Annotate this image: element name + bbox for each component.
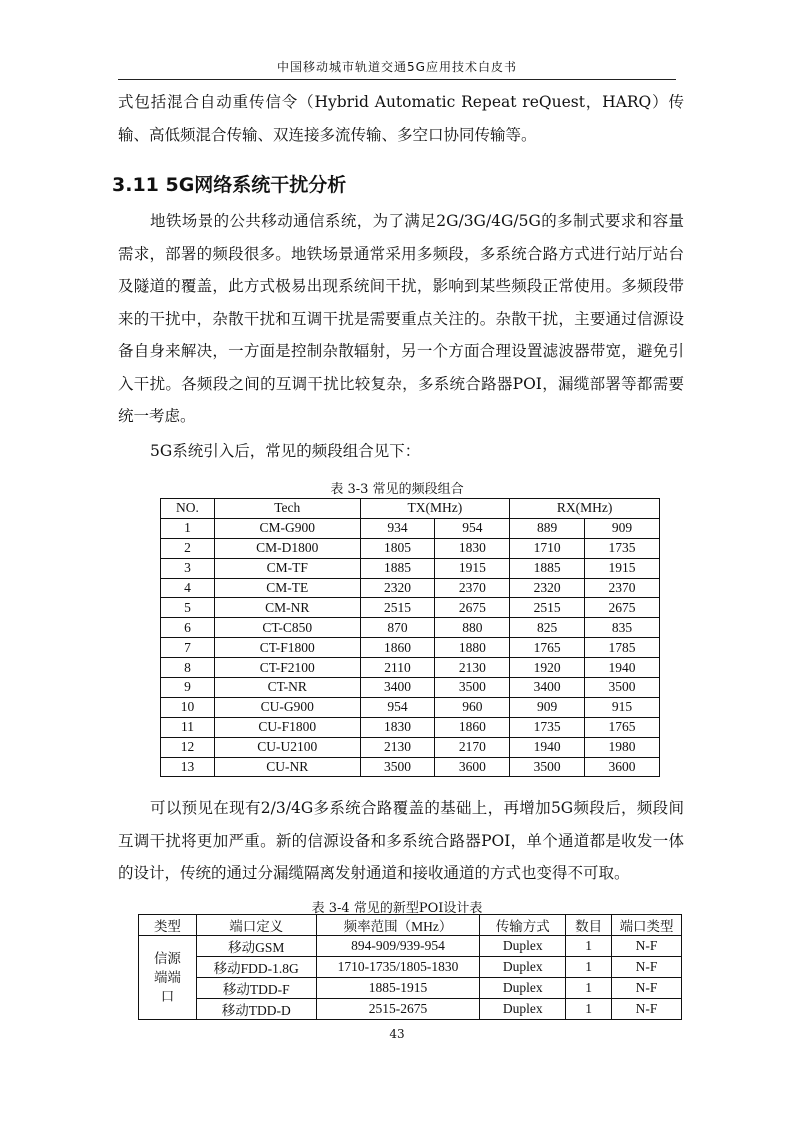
cell-rx-end: 835 bbox=[585, 618, 660, 638]
table-row bbox=[161, 618, 660, 638]
cell-rx-end: 1785 bbox=[585, 638, 660, 658]
table-row bbox=[161, 717, 660, 737]
cell-tx-start: 934 bbox=[360, 518, 435, 538]
cell-no: 8 bbox=[161, 658, 215, 678]
header-port-definition: 端口定义 bbox=[196, 915, 316, 936]
cell-tech: CU-G900 bbox=[214, 697, 360, 717]
cell-rx-end: 1765 bbox=[585, 717, 660, 737]
cell-frequency-range: 1710-1735/1805-1830 bbox=[316, 957, 480, 978]
cell-rx-end: 1940 bbox=[585, 658, 660, 678]
cell-port-definition: 移动GSM bbox=[196, 936, 316, 957]
cell-no: 13 bbox=[161, 757, 215, 777]
cell-rx-end: 1735 bbox=[585, 538, 660, 558]
section-title: 3.11 5G网络系统干扰分析 bbox=[112, 174, 347, 196]
cell-tx-start: 2515 bbox=[360, 598, 435, 618]
cell-tx-start: 1830 bbox=[360, 717, 435, 737]
table-header-row bbox=[161, 499, 660, 519]
cell-tx-start: 1805 bbox=[360, 538, 435, 558]
cell-rx-end: 3600 bbox=[585, 757, 660, 777]
cell-rx-start: 2320 bbox=[510, 578, 585, 598]
cell-rx-start: 1885 bbox=[510, 558, 585, 578]
body-paragraph-1: 地铁场景的公共移动通信系统，为了满足2G/3G/4G/5G的多制式要求和容量需求，部署的频段很多。地铁场景通常采用多频段，多系统合路方式进行站厅站台及隧道的覆盖，此方式极易出现系统间干扰，影响到某些频段正常使用。多频段带来的干扰中，杂散干扰和互调干扰是需要重点关注的。杂散干扰，主要通过信源设备自身来解决，一方面是控制杂散辐射，另一个方面合理设置滤波器带宽，避免引入干扰。各频段之间的互调干扰比较复杂，多系统合路器POI，漏缆部署等都需要统一考虑。 bbox=[118, 212, 684, 425]
cell-tx-start: 3400 bbox=[360, 678, 435, 698]
cell-tx-start: 2110 bbox=[360, 658, 435, 678]
cell-no: 9 bbox=[161, 678, 215, 698]
cell-tech: CM-G900 bbox=[214, 518, 360, 538]
cell-tx-end: 2370 bbox=[435, 578, 510, 598]
cell-tech: CM-TE bbox=[214, 578, 360, 598]
cell-count: 1 bbox=[566, 936, 612, 957]
header-tx: TX(MHz) bbox=[360, 499, 510, 519]
cell-port-definition: 移动FDD-1.8G bbox=[196, 957, 316, 978]
cell-tx-end: 3500 bbox=[435, 678, 510, 698]
cell-rx-end: 909 bbox=[585, 518, 660, 538]
header-transmission-mode: 传输方式 bbox=[480, 915, 566, 936]
body-paragraph-3: 可以预见在现有2/3/4G多系统合路覆盖的基础上，再增加5G频段后，频段间互调干扰将更加严重。新的信源设备和多系统合路器POI，单个通道都是收发一体的设计，传统的通过分漏缆隔离发射通道和接收通道的方式也变得不可取。 bbox=[118, 799, 684, 882]
table-row bbox=[161, 737, 660, 757]
cell-tx-end: 3600 bbox=[435, 757, 510, 777]
cell-no: 12 bbox=[161, 737, 215, 757]
header-port-type: 端口类型 bbox=[612, 915, 682, 936]
cell-no: 10 bbox=[161, 697, 215, 717]
cell-transmission-mode: Duplex bbox=[480, 999, 566, 1020]
cell-rx-end: 1980 bbox=[585, 737, 660, 757]
header-count: 数目 bbox=[566, 915, 612, 936]
cell-port-type: N-F bbox=[612, 999, 682, 1020]
cell-port-type: N-F bbox=[612, 957, 682, 978]
header-divider bbox=[118, 79, 676, 80]
cell-tech: CT-NR bbox=[214, 678, 360, 698]
cell-no: 2 bbox=[161, 538, 215, 558]
table-row bbox=[161, 678, 660, 698]
cell-tech: CT-F2100 bbox=[214, 658, 360, 678]
cell-tech: CM-TF bbox=[214, 558, 360, 578]
table-row bbox=[139, 978, 682, 999]
cell-tx-end: 2170 bbox=[435, 737, 510, 757]
cell-no: 11 bbox=[161, 717, 215, 737]
cell-tx-start: 1860 bbox=[360, 638, 435, 658]
cell-tx-end: 1860 bbox=[435, 717, 510, 737]
cell-rx-start: 3400 bbox=[510, 678, 585, 698]
table-row bbox=[161, 518, 660, 538]
table-row bbox=[139, 936, 682, 957]
cell-tx-start: 954 bbox=[360, 697, 435, 717]
cell-transmission-mode: Duplex bbox=[480, 936, 566, 957]
header-frequency-range: 频率范围（MHz） bbox=[316, 915, 480, 936]
cell-tx-end: 2130 bbox=[435, 658, 510, 678]
cell-tech: CM-D1800 bbox=[214, 538, 360, 558]
cell-rx-end: 2370 bbox=[585, 578, 660, 598]
table-row bbox=[161, 578, 660, 598]
table-row bbox=[161, 697, 660, 717]
cell-port-definition: 移动TDD-D bbox=[196, 999, 316, 1020]
cell-type-source-port: 信源 端端 口 bbox=[139, 936, 197, 1020]
table-row bbox=[139, 999, 682, 1020]
table-row bbox=[161, 558, 660, 578]
table-row bbox=[161, 757, 660, 777]
cell-no: 4 bbox=[161, 578, 215, 598]
cell-rx-start: 889 bbox=[510, 518, 585, 538]
table-row bbox=[139, 957, 682, 978]
poi-design-table bbox=[138, 914, 682, 1020]
cell-rx-end: 1915 bbox=[585, 558, 660, 578]
cell-count: 1 bbox=[566, 999, 612, 1020]
table-row bbox=[161, 538, 660, 558]
intro-paragraph: 式包括混合自动重传信令（Hybrid Automatic Repeat reQuest，HARQ）传输、高低频混合传输、双连接多流传输、多空口协同传输等。 bbox=[118, 93, 684, 144]
cell-tech: CT-C850 bbox=[214, 618, 360, 638]
frequency-band-table bbox=[160, 498, 660, 777]
cell-rx-start: 909 bbox=[510, 697, 585, 717]
cell-tx-start: 2130 bbox=[360, 737, 435, 757]
cell-no: 6 bbox=[161, 618, 215, 638]
cell-rx-end: 915 bbox=[585, 697, 660, 717]
cell-no: 1 bbox=[161, 518, 215, 538]
cell-transmission-mode: Duplex bbox=[480, 978, 566, 999]
table-caption-3-4: 表 3-4 常见的新型POI设计表 bbox=[311, 901, 483, 916]
cell-tx-start: 870 bbox=[360, 618, 435, 638]
cell-port-type: N-F bbox=[612, 936, 682, 957]
cell-tech: CT-F1800 bbox=[214, 638, 360, 658]
cell-rx-start: 1710 bbox=[510, 538, 585, 558]
cell-tx-end: 1880 bbox=[435, 638, 510, 658]
cell-tech: CU-U2100 bbox=[214, 737, 360, 757]
cell-count: 1 bbox=[566, 978, 612, 999]
cell-no: 3 bbox=[161, 558, 215, 578]
cell-tx-end: 880 bbox=[435, 618, 510, 638]
table-header-row bbox=[139, 915, 682, 936]
cell-rx-start: 3500 bbox=[510, 757, 585, 777]
cell-rx-start: 825 bbox=[510, 618, 585, 638]
cell-rx-start: 2515 bbox=[510, 598, 585, 618]
header-no: NO. bbox=[161, 499, 215, 519]
table-row bbox=[161, 638, 660, 658]
table-row bbox=[161, 658, 660, 678]
cell-rx-start: 1735 bbox=[510, 717, 585, 737]
cell-rx-start: 1765 bbox=[510, 638, 585, 658]
cell-rx-start: 1920 bbox=[510, 658, 585, 678]
cell-tx-end: 1915 bbox=[435, 558, 510, 578]
table-row bbox=[161, 598, 660, 618]
cell-tx-start: 3500 bbox=[360, 757, 435, 777]
cell-tech: CM-NR bbox=[214, 598, 360, 618]
body-paragraph-2: 5G系统引入后，常见的频段组合见下： bbox=[150, 442, 421, 460]
header-rx: RX(MHz) bbox=[510, 499, 660, 519]
cell-tx-end: 1830 bbox=[435, 538, 510, 558]
cell-transmission-mode: Duplex bbox=[480, 957, 566, 978]
header-tech: Tech bbox=[214, 499, 360, 519]
table-caption-3-3: 表 3-3 常见的频段组合 bbox=[330, 482, 464, 497]
cell-frequency-range: 2515-2675 bbox=[316, 999, 480, 1020]
cell-tech: CU-F1800 bbox=[214, 717, 360, 737]
cell-tech: CU-NR bbox=[214, 757, 360, 777]
cell-port-type: N-F bbox=[612, 978, 682, 999]
cell-count: 1 bbox=[566, 957, 612, 978]
cell-tx-end: 954 bbox=[435, 518, 510, 538]
cell-tx-start: 2320 bbox=[360, 578, 435, 598]
cell-rx-start: 1940 bbox=[510, 737, 585, 757]
cell-rx-end: 2675 bbox=[585, 598, 660, 618]
cell-port-definition: 移动TDD-F bbox=[196, 978, 316, 999]
cell-frequency-range: 894-909/939-954 bbox=[316, 936, 480, 957]
page-header: 中国移动城市轨道交通5G应用技术白皮书 bbox=[277, 60, 517, 74]
cell-frequency-range: 1885-1915 bbox=[316, 978, 480, 999]
cell-no: 5 bbox=[161, 598, 215, 618]
page-number: 43 bbox=[389, 1027, 405, 1041]
cell-tx-end: 2675 bbox=[435, 598, 510, 618]
cell-tx-end: 960 bbox=[435, 697, 510, 717]
cell-no: 7 bbox=[161, 638, 215, 658]
cell-rx-end: 3500 bbox=[585, 678, 660, 698]
cell-tx-start: 1885 bbox=[360, 558, 435, 578]
header-type: 类型 bbox=[139, 915, 197, 936]
